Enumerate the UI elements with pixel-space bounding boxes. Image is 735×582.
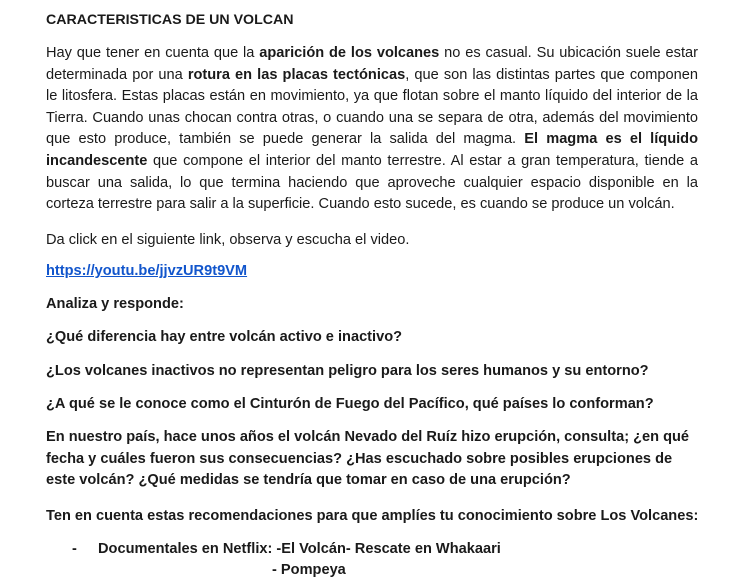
intro-bold-2: rotura en las placas tectónicas — [187, 66, 406, 83]
question-1: ¿Qué diferencia hay entre volcán activo e inactivo? — [46, 329, 403, 345]
instruction-text: Da click en el siguiente link, observa y escucha el video. — [46, 232, 410, 248]
page-title: CARACTERISTICAS DE UN VOLCAN — [46, 12, 294, 28]
intro-text-4: que compone el interior del manto terrestre. Al estar a gran temperatura, tiende a buscar una salida, lo que termina haciendo que aproveche cualquier espacio disponible en la corteza terrestre para salir a la superficie. Cuando esto sucede, es cuando se produce un volcán. — [46, 152, 698, 213]
intro-paragraph — [46, 43, 698, 216]
intro-text-3: , que son las distintas partes que componen le litosfera. Estas placas están en movimiento, ya que flotan sobre el manto líquido del interior de la Tierra. Cuando unas chocan contra otras, o cuando una se separa de otra, además del movimiento que esto produce, también se puede generar la salida del magma. — [46, 66, 698, 148]
intro-text-2: no es casual. Su ubicación suele estar determinada por una — [46, 45, 698, 83]
question-4: En nuestro país, hace unos años el volcán Nevado del Ruíz hizo erupción, consulta; ¿en qué fecha y cuáles fueron sus consecuencias? ¿Has escuchado sobre posibles erupciones de este volcán? ¿Qué medidas se tendría que tomar en caso de una erupción? — [46, 429, 690, 489]
bullet-dash: - — [72, 541, 77, 557]
question-3: ¿A qué se le conoce como el Cinturón de Fuego del Pacífico, qué países lo conforman? — [46, 396, 654, 412]
intro-bold-1: aparición de los volcanes — [259, 45, 440, 61]
analyze-label: Analiza y responde: — [46, 296, 184, 312]
documentary-line-2: - Pompeya — [272, 562, 346, 578]
documentary-line-1: Documentales en Netflix: -El Volcán- Rescate en Whakaari — [98, 541, 501, 557]
intro-text-1: Hay que tener en cuenta que la — [46, 45, 260, 61]
recommendation-text: Ten en cuenta estas recomendaciones para que amplíes tu conocimiento sobre Los Volcanes: — [46, 508, 699, 524]
video-link[interactable]: https://youtu.be/jjvzUR9t9VM — [46, 263, 248, 279]
question-2: ¿Los volcanes inactivos no representan peligro para los seres humanos y su entorno? — [46, 363, 649, 379]
intro-bold-3: El magma es el líquido incandescente — [46, 131, 698, 169]
